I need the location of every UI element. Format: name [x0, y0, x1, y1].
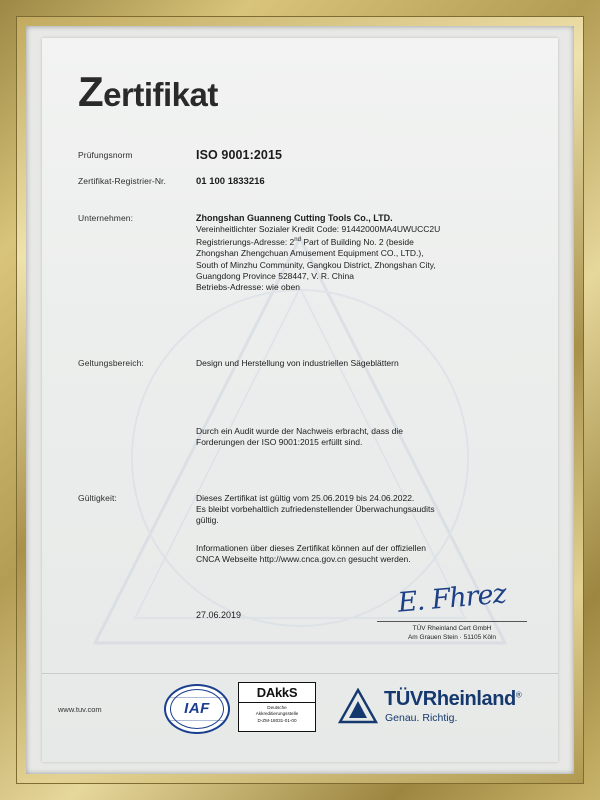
- issuer-org-line-1: Am Grauen Stein · 51105 Köln: [407, 633, 497, 641]
- iaf-label: IAF: [184, 700, 210, 717]
- issue-date: 27.06.2019: [196, 610, 242, 620]
- iaf-band-top: [164, 697, 230, 698]
- validity-label: Gültigkeit:: [78, 493, 117, 503]
- info-value: [196, 543, 526, 565]
- validity-value: [196, 493, 526, 527]
- signature-block: [372, 578, 532, 642]
- registration-number-label: Zertifikat-Registrier-Nr.: [78, 176, 166, 186]
- iaf-band-bottom: [164, 720, 230, 721]
- company-line-5: Betriebs-Adresse: wie oben: [196, 282, 300, 293]
- company-line-1: Registrierungs-Adresse: 2nd Part of Building No. 2 (beside: [196, 237, 414, 248]
- audit-line-1: Forderungen der ISO 9001:2015 erfüllt sind.: [196, 437, 363, 448]
- certificate-footer: [42, 673, 558, 762]
- certificate-document: [42, 38, 558, 762]
- dakks-logo-icon: [238, 682, 316, 732]
- company-line-2: Zhongshan Zhengchuan Amusement Equipment CO., LTD.),: [196, 248, 424, 259]
- audit-line-0: Durch ein Audit wurde der Nachweis erbracht, dass die: [196, 426, 403, 436]
- company-line-4: Guangdong Province 528447, V. R. China: [196, 270, 354, 281]
- validity-line-2: gültig.: [196, 515, 219, 526]
- company-line-0: Vereinheitlichter Sozialer Kredit Code: 91442000MA4UWUCC2U: [196, 224, 441, 235]
- dakks-accreditation-code: D-ZM-18031-01-00: [257, 718, 297, 724]
- scope-label: Geltungsbereich:: [78, 358, 144, 368]
- tuv-name: [384, 688, 521, 711]
- certificate-content: [42, 38, 558, 762]
- company-label: Unternehmen:: [78, 213, 134, 223]
- dakks-label: DAkkS: [256, 685, 298, 700]
- issuer-org: [372, 625, 532, 642]
- info-line-0: Informationen über dieses Zertifikat können auf der offiziellen: [196, 543, 426, 553]
- dakks-top: [239, 683, 315, 703]
- tuv-rheinland-logo: [338, 686, 548, 730]
- title-rest: ertifikat: [103, 76, 218, 113]
- info-line-1: CNCA Webseite http://www.cnca.gov.cn gesucht werden.: [196, 554, 411, 565]
- company-line-3: South of Minzhu Community, Gangkou District, Zhongshan City,: [196, 259, 436, 270]
- tuv-triangle-icon: [338, 688, 378, 724]
- issuer-org-line-0: TÜV Rheinland Cert GmbH: [412, 625, 492, 632]
- title-initial: Z: [78, 68, 104, 115]
- tuv-slogan: Genau. Richtig.: [385, 712, 458, 724]
- iaf-logo-icon: [164, 684, 230, 734]
- audit-statement: [196, 426, 526, 448]
- validity-line-1: Es bleibt vorbehaltlich zufriedenstellender Überwachungsaudits: [196, 504, 435, 515]
- dakks-sub-line-1: Akkreditierungsstelle: [255, 711, 299, 717]
- company-block: [196, 213, 526, 293]
- registration-number-value: 01 100 1833216: [196, 176, 265, 187]
- signature: E. Fhrez: [396, 578, 507, 619]
- tuv-name-text: TÜVRheinland: [384, 688, 516, 710]
- dakks-sub-line-0: Deutsche: [267, 705, 287, 710]
- tuv-website-url[interactable]: www.tuv.com: [58, 705, 102, 714]
- tuv-registered-mark: ®: [515, 690, 522, 700]
- company-name: Zhongshan Guanneng Cutting Tools Co., LTD.: [196, 213, 393, 223]
- norm-label: Prüfungsnorm: [78, 150, 133, 160]
- page-title: [78, 68, 218, 115]
- scope-value: Design und Herstellung von industriellen Sägeblättern: [196, 358, 399, 368]
- validity-line-0: Dieses Zertifikat ist gültig vom 25.06.2019 bis 24.06.2022.: [196, 493, 415, 503]
- norm-value: ISO 9001:2015: [196, 148, 283, 162]
